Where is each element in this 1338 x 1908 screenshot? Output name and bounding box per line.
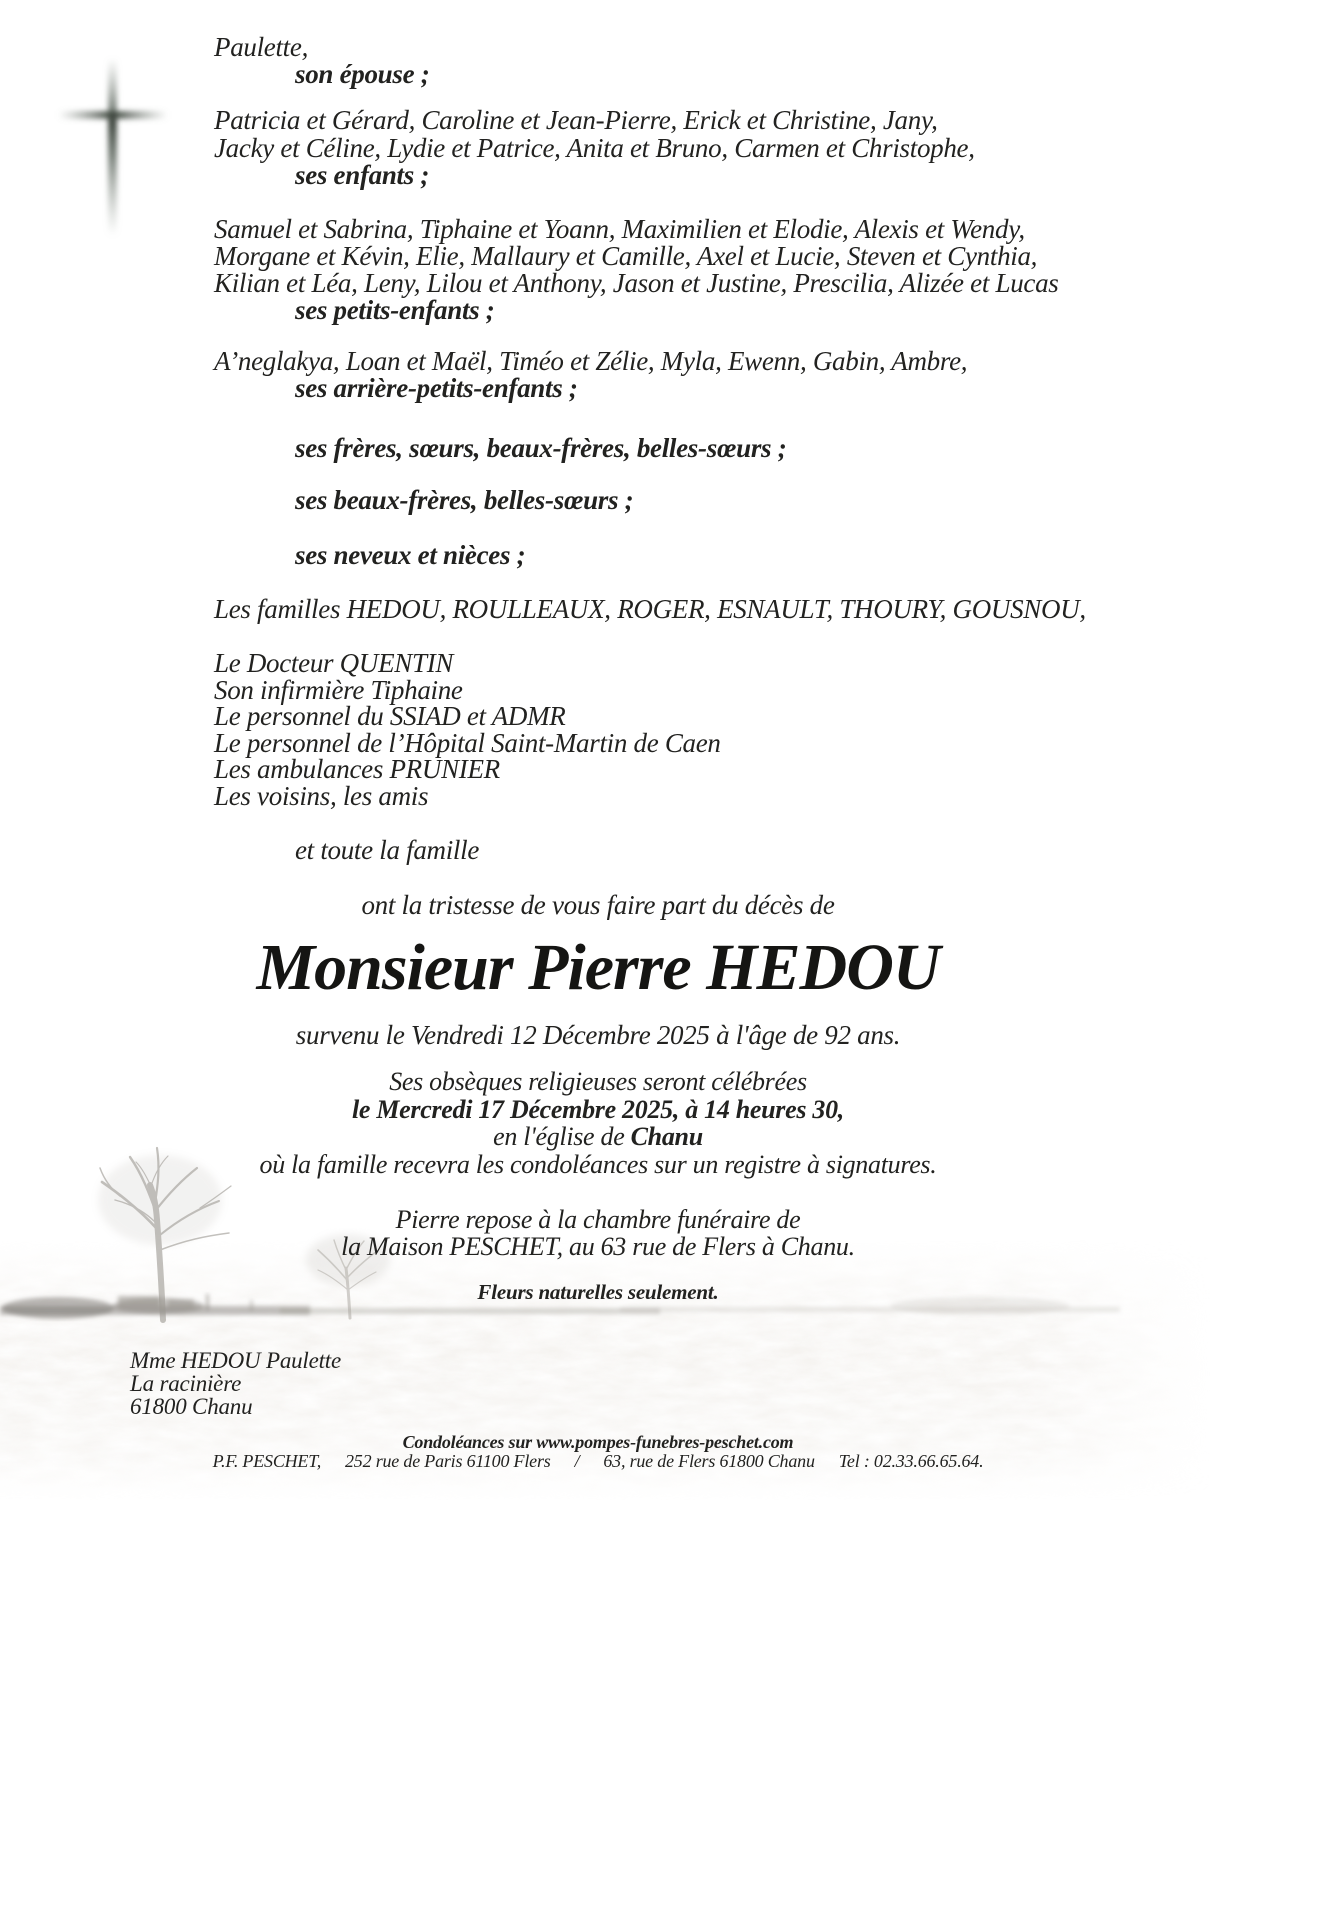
announcement-line: ont la tristesse de vous faire part du décès de <box>361 890 835 920</box>
funeral-home-line <box>128 1451 1068 1471</box>
family-closing: et toute la famille <box>295 835 480 865</box>
names-line: Paulette, <box>214 32 309 62</box>
church-prefix: en l'église de <box>493 1122 631 1151</box>
funeral-home-address-1: 252 rue de Paris 61100 Flers <box>345 1451 551 1471</box>
contact-street: La racinière <box>130 1371 242 1396</box>
ceremony-block <box>128 1068 1068 1178</box>
family-group-spouse <box>214 34 429 88</box>
relation-label: ses enfants ; <box>295 160 430 190</box>
death-date-line: survenu le Vendredi 12 Décembre 2025 à l'âge de 92 ans. <box>295 1020 901 1050</box>
relation-label: ses petits-enfants ; <box>295 295 495 325</box>
funeral-home-name: P.F. PESCHET, <box>212 1451 321 1471</box>
acknowledgement-line: Le Docteur QUENTIN <box>214 648 454 678</box>
families-line: Les familles HEDOU, ROULLEAUX, ROGER, ESNAULT, THOURY, GOUSNOU, <box>214 594 1086 624</box>
relation-label-in-laws: ses beaux-frères, belles-sœurs ; <box>295 485 634 515</box>
names-line: Patricia et Gérard, Caroline et Jean-Pierre, Erick et Christine, Jany, <box>214 105 938 135</box>
acknowledgement-line: Les ambulances PRUNIER <box>214 754 500 784</box>
relation-label: son épouse ; <box>295 59 430 89</box>
contact-name: Mme HEDOU Paulette <box>130 1348 342 1373</box>
separator-slash: / <box>574 1451 580 1471</box>
names-line: Jacky et Céline, Lydie et Patrice, Anita et Bruno, Carmen et Christophe, <box>214 132 975 163</box>
flowers-note: Fleurs naturelles seulement. <box>477 1280 719 1304</box>
acknowledgements-block <box>214 650 721 809</box>
relation-label-nephews-nieces: ses neveux et nièces ; <box>295 540 526 570</box>
family-group-grandchildren <box>214 216 1059 324</box>
names-line: A’neglakya, Loan et Maël, Timéo et Zélie, Myla, Ewenn, Gabin, Ambre, <box>214 346 968 376</box>
acknowledgement-line: Le personnel de l’Hôpital Saint-Martin de Caen <box>214 727 721 758</box>
funeral-home-phone: Tel : 02.33.66.65.64. <box>838 1451 984 1471</box>
ceremony-date-line: le Mercredi 17 Décembre 2025, à 14 heures 30, <box>352 1094 844 1124</box>
relation-label-siblings: ses frères, sœurs, beaux-frères, belles-sœurs ; <box>295 433 787 463</box>
ceremony-register-line: où la famille recevra les condoléances sur un registre à signatures. <box>259 1149 937 1179</box>
contact-address-block <box>130 1349 341 1418</box>
ceremony-church-line <box>128 1123 1068 1151</box>
repose-line: Pierre repose à la chambre funéraire de <box>395 1205 801 1234</box>
repose-block <box>128 1206 1068 1260</box>
names-line: Morgane et Kévin, Elie, Mallaury et Camille, Axel et Lucie, Steven et Cynthia, <box>214 241 1038 271</box>
names-line: Samuel et Sabrina, Tiphaine et Yoann, Maximilien et Elodie, Alexis et Wendy, <box>214 214 1025 244</box>
repose-line: la Maison PESCHET, au 63 rue de Flers à Chanu. <box>341 1232 855 1261</box>
church-town: Chanu <box>630 1122 703 1151</box>
funeral-home-address-2: 63, rue de Flers 61800 Chanu <box>603 1451 815 1471</box>
acknowledgement-line: Son infirmière Tiphaine <box>214 674 463 705</box>
relation-label: ses arrière-petits-enfants ; <box>295 373 578 403</box>
names-line: Kilian et Léa, Leny, Lilou et Anthony, Jason et Justine, Prescilia, Alizée et Lucas <box>214 268 1059 298</box>
ceremony-line: Ses obsèques religieuses seront célébrées <box>389 1067 807 1096</box>
acknowledgement-line: Les voisins, les amis <box>214 780 429 811</box>
contact-city: 61800 Chanu <box>130 1394 253 1419</box>
acknowledgement-line: Le personnel du SSIAD et ADMR <box>214 701 566 731</box>
deceased-name: Monsieur Pierre HEDOU <box>256 931 940 1004</box>
condolences-website-line: Condoléances sur www.pompes-funebres-peschet.com <box>402 1432 794 1452</box>
family-group-children <box>214 107 975 190</box>
christian-cross-icon <box>52 50 172 240</box>
family-group-great-grandchildren <box>214 348 967 402</box>
